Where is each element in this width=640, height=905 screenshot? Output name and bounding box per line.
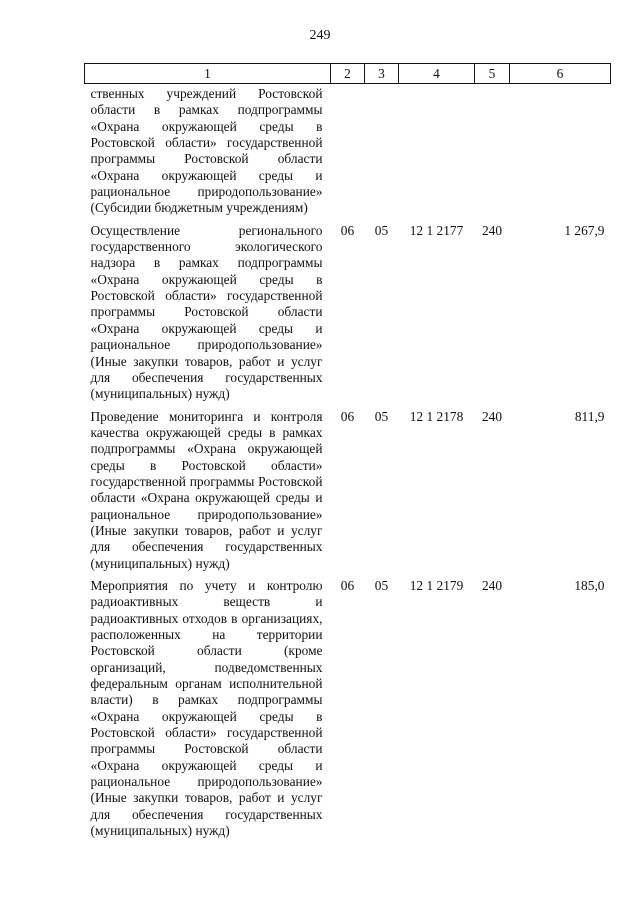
row-podrazdel: 05 [374,408,389,424]
column-header-4: 4 [399,64,475,84]
table-header-row [85,64,611,84]
row-target-article: 12 1 2179 [409,577,464,593]
column-header-3: 3 [365,64,399,84]
row-podrazdel: 05 [374,577,389,593]
table-row [85,84,611,217]
row-expense-type: 240 [481,408,503,424]
table-row [85,572,611,840]
column-header-6: 6 [510,64,611,84]
row-razdel: 06 [340,222,355,238]
row-description: ственных учреждений Ростовской области в рамках подпрограммы «Охрана окружающей среды в Ростовской области» государственной программы Ростовской области «Охрана окружающей среды и рациональное природопользование» (Субсидии бюджетным учреждениям) [90,86,323,216]
row-podrazdel: 05 [374,222,389,238]
row-target-article: 12 1 2177 [409,222,464,238]
row-target-article: 12 1 2178 [409,408,464,424]
row-target-article [399,84,475,217]
row-description: Мероприятия по учету и контролю радиоактивных веществ и радиоактивных отходов в организациях, расположенных на территории Ростовской области (кроме организаций, подведомственных федеральным органам исполнительной власти) в рамках подпрограммы «Охрана окружающей среды в Ростовской области» государственной программы Ростовской области «Охрана окружающей среды и рациональное природопользование» (Иные закупки товаров, работ и услуг для обеспечения государственных (муниципальных) нужд) [90,577,323,839]
row-razdel: 06 [340,577,355,593]
table-row [85,403,611,572]
row-amount: 1 267,9 [564,222,605,238]
row-expense-type: 240 [481,577,503,593]
column-header-1: 1 [85,64,331,84]
row-razdel [331,84,365,217]
row-expense-type: 240 [481,222,503,238]
row-amount: 185,0 [574,577,605,593]
row-description: Проведение мониторинга и контроля качества окружающей среды в рамках подпрограммы «Охрана окружающей среды в Ростовской области» государственной программы Ростовской области «Охрана окружающей среды и рациональное природопользование» (Иные закупки товаров, работ и услуг для обеспечения государственных (муниципальных) нужд) [90,408,323,571]
row-amount [510,84,611,217]
budget-table [84,63,611,839]
row-amount: 811,9 [574,408,605,424]
row-description: Осуществление регионального государственного экологического надзора в рамках подпрограммы «Охрана окружающей среды в Ростовской области» государственной программы Ростовской области «Охрана окружающей среды и рациональное природопользование» (Иные закупки товаров, работ и услуг для обеспечения государственных (муниципальных) нужд) [90,222,323,402]
page-number: 249 [309,28,331,43]
column-header-2: 2 [331,64,365,84]
row-razdel: 06 [340,408,355,424]
row-expense-type [475,84,510,217]
table-row [85,217,611,403]
row-podrazdel [365,84,399,217]
column-header-5: 5 [475,64,510,84]
